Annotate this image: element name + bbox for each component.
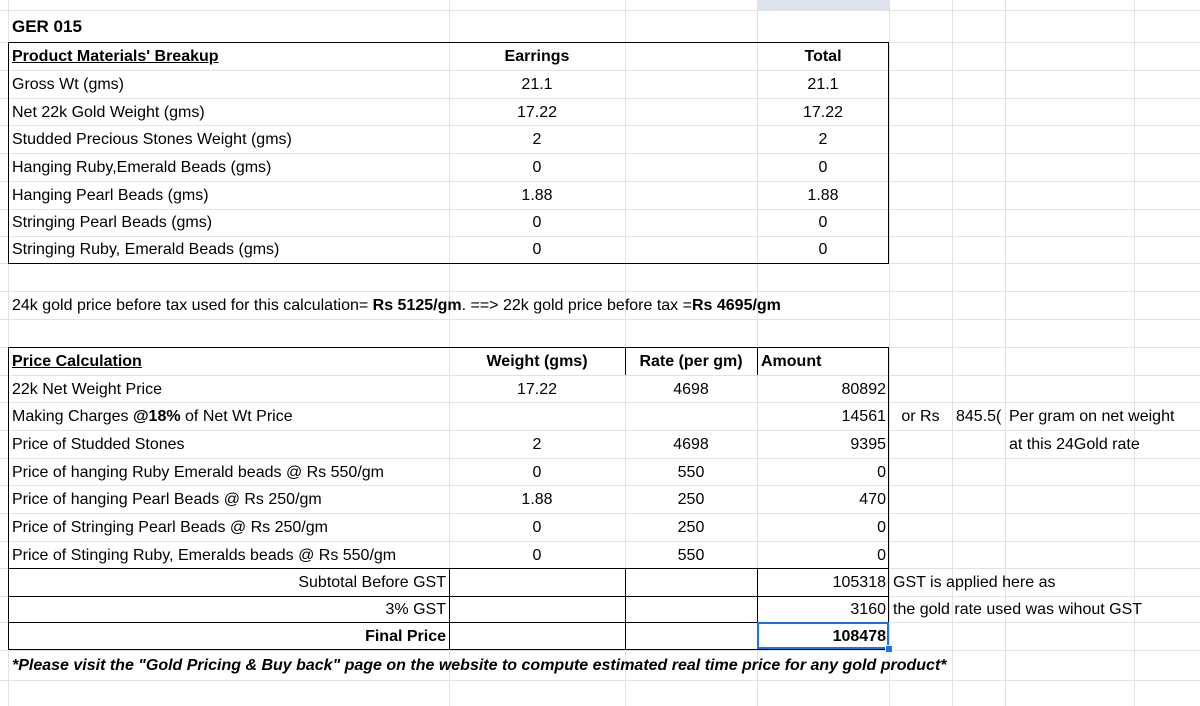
table-row-label[interactable]: Hanging Ruby,Emerald Beads (gms): [12, 159, 272, 176]
price-row-rate[interactable]: 250: [677, 491, 705, 508]
price-row-label[interactable]: Price of hanging Pearl Beads @ Rs 250/gm: [12, 491, 322, 508]
gold-price-22k: Rs 4695/gm: [691, 297, 781, 314]
gst-note-2[interactable]: the gold rate used was wihout GST: [893, 601, 1143, 618]
making-text-pre: Making Charges: [12, 408, 133, 425]
price-header-rate[interactable]: Rate (per gm): [639, 353, 743, 370]
table-cell-earrings[interactable]: 0: [532, 159, 542, 176]
table-row-label[interactable]: Studded Precious Stones Weight (gms): [12, 131, 292, 148]
price-row-amount[interactable]: 9395: [850, 436, 886, 453]
table-row-label[interactable]: Stringing Pearl Beads (gms): [12, 214, 213, 231]
table-row-label[interactable]: Net 22k Gold Weight (gms): [12, 104, 205, 121]
gold-note-text2: . ==> 22k gold price before tax =: [461, 297, 692, 314]
price-row-rate[interactable]: 250: [677, 519, 705, 536]
per-gram-value[interactable]: 845.5(: [956, 408, 1002, 425]
table-cell-earrings[interactable]: 0: [532, 214, 542, 231]
gold-note-text1: 24k gold price before tax used for this calculation=: [12, 297, 373, 314]
footer-note[interactable]: *Please visit the "Gold Pricing & Buy back" page on the website to compute estimated real time price for any gold product*: [12, 657, 947, 674]
price-header-weight[interactable]: Weight (gms): [486, 353, 588, 370]
price-row-weight[interactable]: 0: [532, 547, 542, 564]
table-row-label[interactable]: Gross Wt (gms): [12, 76, 124, 93]
price-row-label[interactable]: Price of Stinging Ruby, Emeralds beads @ Rs 550/gm: [12, 547, 397, 564]
final-price-label[interactable]: Final Price: [365, 628, 446, 645]
subtotal-label[interactable]: Subtotal Before GST: [298, 574, 446, 591]
price-row-label[interactable]: Price of Stringing Pearl Beads @ Rs 250/gm: [12, 519, 328, 536]
sheet-title[interactable]: GER 015: [12, 17, 82, 36]
table-cell-earrings[interactable]: 2: [532, 131, 542, 148]
making-charges-label[interactable]: [8, 403, 449, 430]
price-row-amount[interactable]: 80892: [841, 381, 886, 398]
price-header-amount[interactable]: Amount: [761, 353, 822, 370]
materials-header-earrings[interactable]: Earrings: [504, 48, 570, 65]
table-cell-total[interactable]: 0: [818, 159, 828, 176]
subtotal-amount[interactable]: 105318: [832, 574, 886, 591]
price-row-weight[interactable]: 17.22: [516, 381, 558, 398]
price-header-label[interactable]: Price Calculation: [12, 353, 142, 370]
table-cell-total[interactable]: 2: [818, 131, 828, 148]
gst-note-1[interactable]: GST is applied here as: [893, 574, 1056, 591]
price-row-weight[interactable]: 0: [532, 519, 542, 536]
table-cell-earrings[interactable]: 1.88: [521, 187, 553, 204]
price-row-rate[interactable]: 4698: [673, 436, 709, 453]
gst-label[interactable]: 3% GST: [385, 601, 446, 618]
price-row-amount[interactable]: 0: [877, 519, 886, 536]
table-row-label[interactable]: Stringing Ruby, Emerald Beads (gms): [12, 241, 280, 258]
gold-price-note[interactable]: [8, 292, 781, 319]
gold-rate-note[interactable]: at this 24Gold rate: [1009, 436, 1140, 453]
price-row-weight[interactable]: 1.88: [521, 491, 553, 508]
selected-cell-outline[interactable]: [757, 622, 889, 649]
or-rs-label[interactable]: or Rs: [901, 408, 940, 425]
making-text-post: of Net Wt Price: [180, 408, 293, 425]
price-row-rate[interactable]: 550: [677, 547, 705, 564]
table-cell-total[interactable]: 1.88: [807, 187, 839, 204]
selected-column-header[interactable]: [757, 0, 889, 10]
price-row-rate[interactable]: 550: [677, 464, 705, 481]
price-row-amount[interactable]: 470: [859, 491, 886, 508]
price-row-amount[interactable]: 0: [877, 464, 886, 481]
table-cell-earrings[interactable]: 17.22: [516, 104, 558, 121]
per-gram-note[interactable]: Per gram on net weight: [1009, 408, 1175, 425]
price-row-label[interactable]: Price of Studded Stones: [12, 436, 185, 453]
table-cell-earrings[interactable]: 0: [532, 241, 542, 258]
price-row-label[interactable]: 22k Net Weight Price: [12, 381, 162, 398]
price-row-label[interactable]: Price of hanging Ruby Emerald beads @ Rs 550/gm: [12, 464, 384, 481]
table-row-label[interactable]: Hanging Pearl Beads (gms): [12, 187, 209, 204]
price-row-weight[interactable]: 0: [532, 464, 542, 481]
gold-price-24k: Rs 5125/gm: [372, 297, 462, 314]
making-charges-amount[interactable]: 14561: [841, 408, 886, 425]
table-cell-total[interactable]: 17.22: [802, 104, 844, 121]
materials-header-label[interactable]: Product Materials' Breakup: [12, 48, 219, 65]
making-percent: @18%: [132, 408, 181, 425]
final-price-amount[interactable]: 108478: [832, 628, 886, 645]
materials-header-total[interactable]: Total: [804, 48, 842, 65]
price-row-amount[interactable]: 0: [877, 547, 886, 564]
table-cell-total[interactable]: 0: [818, 241, 828, 258]
table-cell-earrings[interactable]: 21.1: [521, 76, 553, 93]
price-row-rate[interactable]: 4698: [673, 381, 709, 398]
price-row-weight[interactable]: 2: [532, 436, 542, 453]
table-cell-total[interactable]: 0: [818, 214, 828, 231]
table-cell-total[interactable]: 21.1: [807, 76, 839, 93]
gst-amount[interactable]: 3160: [850, 601, 886, 618]
